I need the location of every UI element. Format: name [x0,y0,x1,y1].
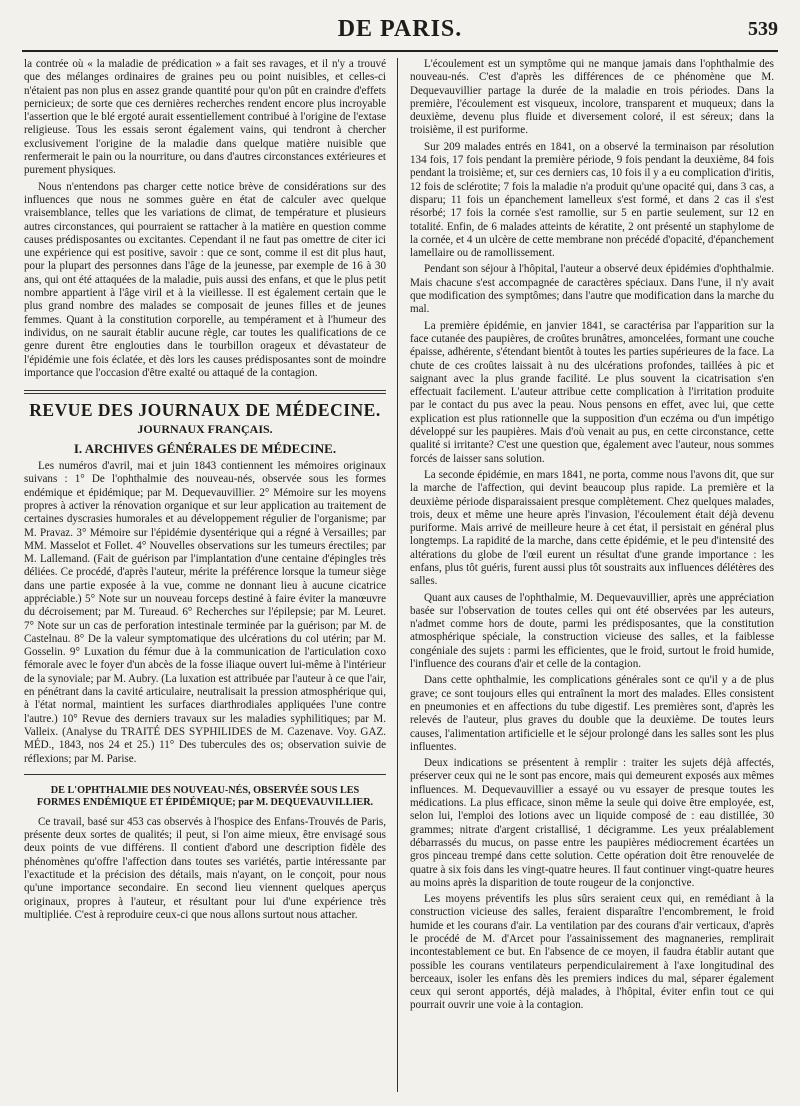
paragraph: La première épidémie, en janvier 1841, se caractérisa par l'apparition sur la face cutanée des paupières, de croûtes brunâtres, amoncelées, formant une couche épaisse, adhérente, s'étendant bientôt à toutes les parties supérieures de la face. La chute de ces croûtes laissait à nu des ulcérations profondes, taillées à pic et saignant avec la plus grande facilité. Le plus souvent la cicatrisation s'en effectuait facilement. L'auteur attribue cette complication à l'irritation produite par le contact du pus avec la peau. Nous pensons en effet, avec lui, que cette explication est plus rationnelle que la supposition d'un eczéma ou d'un impétigo développé sur les paupières. Mais d'où venait au pus, en cette circonstance, cette qualité si irritante? C'est une question que, également avec l'auteur, nous sommes forcés de laisser sans solution. [410,319,774,465]
paragraph: Les numéros d'avril, mai et juin 1843 contiennent les mémoires originaux suivans : 1° De l'ophthalmie des nouveau-nés, observée sous les formes endémique et épidémique; par M. Dequevauvillier. 2° Mémoire sur les moyens propres à activer la rénovation organique et sur leur application au traitement de certaines dyscrasies humorales et au développement régulier de l'organisme; par M. Pravaz. 3° Mémoire sur l'épidémie dysentérique qui a régné à Versailles; par MM. Masselot et Follet. 4° Nouvelles observations sur les tumeurs érectiles; par M. Lallemand. (Fait de guérison par l'implantation d'une centaine d'épingles très déliées. Ce procédé, d'après l'auteur, mérite la préférence lorsque la tumeur siège dans une partie exposée à la vue, comme ne donnant lieu à aucune cicatrice appréciable.) 5° Note sur un nouveau forceps destiné à faire éviter la manœuvre du décroisement; par M. Tureaud. 6° Recherches sur l'épilepsie; par M. Leuret. 7° Note sur un cas de perforation intestinale terminée par la guérison; par M. de Castelnau. 8° De la valeur symptomatique des ulcérations du col utérin; par M. Gosselin. 9° Luxation du fémur due à la communication de l'articulation coxo fémorale avec le foyer d'un abcès de la fosse iliaque ouvert lui-même à l'intérieur de la synoviale; par M. Aubry. (La luxation est attribuée par l'auteur à ce que l'air, en pénétrant dans la cavité articulaire, neutralisait la pression atmosphérique qui, à l'état normal, maintient les surfaces diarthrodiales appliquées l'une contre l'autre.) 10° Revue des derniers travaux sur les maladies syphilitiques; par M. Valleix. (Analyse du TRAITÉ DES SYPHILIDES de M. Cazenave. Voy. GAZ. MÉD., 1843, nos 24 et 25.) 11° Des tubercules des os; observation suivie de réflexions; par M. Parise. [24,460,386,765]
paragraph: la contrée où « la maladie de prédication » a fait ses ravages, et il n'y a trouvé que des mélanges ordinaires de graines peu ou point nuisibles, et celles-ci n'étaient pas non plus en assez grande quantité pour qu'on pût en craindre d'effets pernicieux; de sorte que ces dernières recherches rendent encore plus incroyable l'assertion que le blé ergoté aurait essentiellement contribué à l'origine de l'extase religieuse. Tous les essais seront également vains, qui tendront à chercher exclusivement l'origine de la maladie dans quelque matière nuisible que renfermerait le pain ou la nourriture, ou dans d'autres circonstances extérieures et purement physiques. [24,58,386,177]
section-heading: REVUE DES JOURNAUX DE MÉDECINE. [29,400,381,421]
page-number: 539 [748,18,778,40]
section-rule [24,393,386,394]
paragraph: Nous n'entendons pas charger cette notice brève de considérations sur des influences que nous ne sommes guère en état de calculer avec quelque vraisemblance, telles que les variations de climat, de température et plusieurs autres circonstances, qui pourraient se rattacher à la matière en question comme causes prédisposantes ou excitantes. Cependant il ne faut pas omettre de citer ici une expérience qui est positive, savoir : que ce sont, comme il est dit plus haut, pour la plupart des personnes dans l'âge de la jeunesse, par exemple de 16 à 30 ans, qui ont été attaquées de la maladie, puis aussi des enfans, et que le plus petit nombre appartient à l'âge viril et à la vieillesse. Il est également certain que le plus grand nombre des malades se composait de jeunes filles et de jeunes femmes. Quant à la constitution corporelle, au tempérament et à l'humeur des individus, on ne saurait établir aucune règle, car toutes les qualifications de ce genre durent être englouties dans le tourbillon orageux et dévastateur de l'épidémie une fois éclatée, et dès lors les causes prédisposantes sont de moindre importance que l'occasion d'être exalté ou attaqué de la contagion. [24,180,386,379]
journal-heading: I. ARCHIVES GÉNÉRALES DE MÉDECINE. [73,440,337,456]
column-divider [397,58,398,1092]
left-column [24,58,386,1092]
paragraph: La seconde épidémie, en mars 1841, ne porta, comme nous l'avons dit, que sur la marche de l'affection, qui devint beaucoup plus rapide. La première et la deuxième période disparaissaient presque complètement. Chez quelques malades, trois, deux et même une heure après l'invasion, l'écoulement était déjà devenu puriforme. Mais arrivé de meilleure heure à cet état, il persistait en général plus longtemps. La rapidité de la marche, dans cette épidémie, et le peu d'intensité des altérations du globe de l'œil eurent un résultat d'une grande importance : les enfans, plus tôt guéris, furent aussi plus tôt soustraits aux influences délétères des salles. [410,468,774,588]
paragraph: Dans cette ophthalmie, les complications générales sont ce qu'il y a de plus grave; ce sont toujours elles qui entraînent la mort des malades. Elles consistent en pneumonies et en affections du tube digestif. Les premières sont, d'après les relevés de l'auteur, plus graves du double que la deuxième. De toutes leurs causes, l'alimentation artificielle et le séjour prolongé dans les salles sont les plus influentes. [410,674,774,753]
article-title: DE L'OPHTHALMIE DES NOUVEAU-NÉS, OBSERVÉE SOUS LES FORMES ENDÉMIQUE ET ÉPIDÉMIQUE; par M. DEQUEVAUVILLIER. [36,784,374,809]
header-rule [22,50,778,52]
paragraph: Sur 209 malades entrés en 1841, on a observé la terminaison par résolution 134 fois, 17 fois pendant la première période, 9 fois pendant la deuxième, 84 fois pendant la troisième; et, sur ces derniers cas, 10 fois il y a eu complication d'iritis, 12 fois de sclérotite; 7 fois la maladie n'a produit qu'une opacité qui, dans 3 cas, a disparu; 11 fois un épanchement lamelleux s'est formé, et dans 2 cas il s'est résorbé; 17 fois la cornée s'est ramollie, sur 5 en partie seulement, sur 12 en totalité. Enfin, de 6 malades atteints de kératite, 2 ont présenté un staphylome de la cornée, et 4 un ulcère de cette membrane non précédé d'opacité, d'épanchement lamellaire ou de ramollissement. [410,140,774,260]
subsection-heading: JOURNAUX FRANÇAIS. [137,422,273,437]
page-header [22,14,778,44]
paragraph: L'écoulement est un symptôme qui ne manque jamais dans l'ophthalmie des nouveau-nés. C'est d'après les différences de ce phénomène que M. Dequevauvillier partage la durée de la maladie en trois périodes. Dans la première, l'écoulement est visqueux, incolore, transparent et muqueux; dans la deuxième, devenu plus fluide et diversement coloré, il est séreux; dans la troisième, il est puriforme. [410,58,774,137]
right-column [410,58,774,1092]
section-rule [24,390,386,391]
paragraph: Quant aux causes de l'ophthalmie, M. Dequevauvillier, après une appréciation basée sur l'observation de toutes celles qui ont été observées par les auteurs, n'admet comme hors de doute, parmi les prédisposantes, que la constitution atmosphérique spéciale, la construction vicieuse des salles, et la faiblesse congéniale des sujets : parmi les efficientes, que le froid, surtout le froid humide, l'influence des courans d'air et celle de la contagion. [410,591,774,671]
paragraph: Les moyens préventifs les plus sûrs seraient ceux qui, en remédiant à la construction vicieuse des salles, feraient disparaître l'encombrement, le froid humide et les courans d'air. La ventilation par des courans d'air verticaux, d'après le procédé de M. d'Arcet pour l'assainissement des magnaneries, remplirait incontestablement ce but. En l'absence de ce moyen, il faudra établir autant que possible les courans ventilateurs perpendiculairement à l'axe longitudinal des berceaux, isoler les enfans dès les premiers indices du mal, séparer également ceux qui seront apportés, déjà malades, à l'hôpital, éviter enfin tout ce qui pourrait ouvrir une voie à la contagion. [410,893,774,1012]
paragraph: Deux indications se présentent à remplir : traiter les sujets déjà affectés, préserver ceux qui ne le sont pas encore, mais qui demeurent exposés aux mêmes influences. M. Dequevauvillier a essayé ou vu essayer de presque toutes les médications. La plus efficace, sinon même la seule qui doive être employée, est, selon lui, l'emploi des lotions avec un liquide composé de : eau distillée, 30 grammes; nitrate d'argent cristallisé, 1 décigramme. Les yeux préalablement débarrassés du mucus, on passe entre les paupières médiocrement écartées un gros pinceau trempé dans cette solution. Cette opération doit être renouvelée de quatre à six fois dans les vingt-quatre heures. Il faut continuer vingt-quatre heures au moins après la disparition de toute rougeur de la conjonctive. [410,757,774,889]
paragraph: Pendant son séjour à l'hôpital, l'auteur a observé deux épidémies d'ophthalmie. Mais chacune s'est accompagnée de caractères spéciaux. Dans l'une, il n'y avait que modification des symptômes; dans l'autre que modification dans la marche du mal. [410,263,774,316]
article-rule [24,774,386,775]
running-title: DE PARIS. [337,16,463,42]
paragraph: Ce travail, basé sur 453 cas observés à l'hospice des Enfans-Trouvés de Paris, présente deux sortes de qualités; il peut, si l'on aime mieux, être envisagé sous deux points de vue différens. Il contient d'abord une description fidèle des phénomènes qu'offre l'affection dans toutes ses variétés, partie intéressante par l'exactitude et la précision des détails, mais n'ayant, on le conçoit, pour nous qu'une importance secondaire. En second lieu viennent quelques aperçus originaux, propres à l'auteur, et résultant pour lui d'une expérience très multipliée. C'est à reproduire ceux-ci que nous allons surtout nous attacher. [24,815,386,921]
